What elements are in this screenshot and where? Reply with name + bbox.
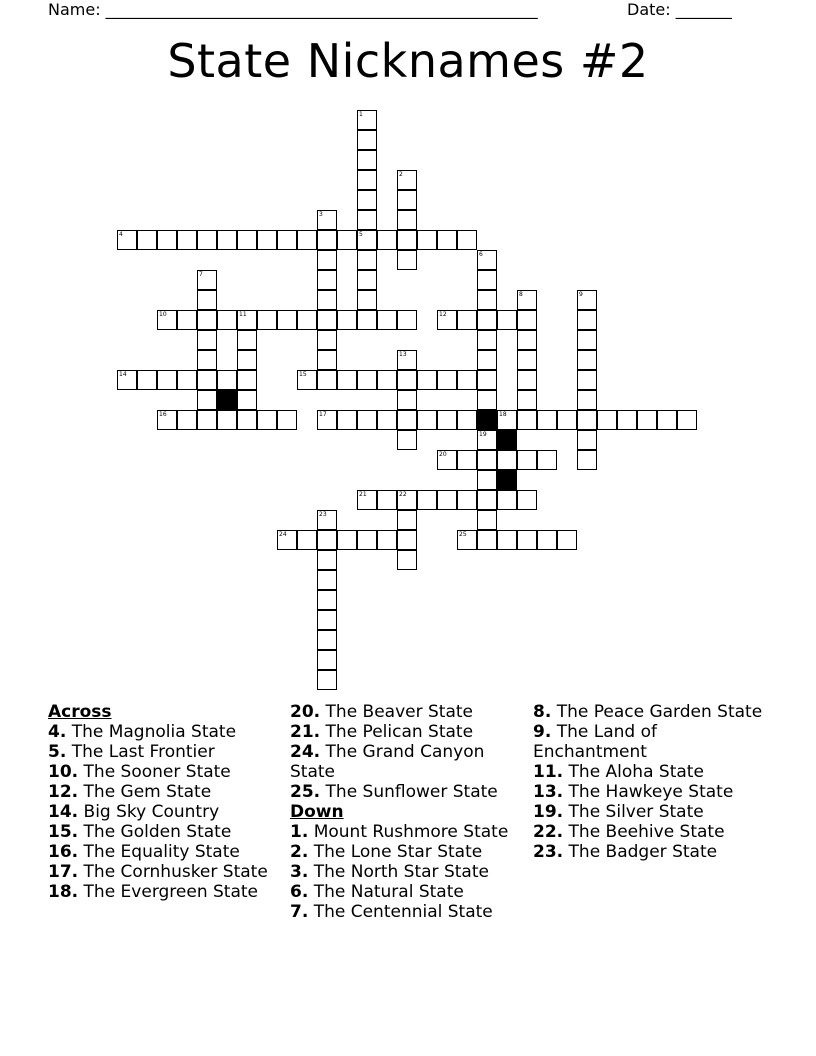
grid-cell[interactable] bbox=[277, 310, 297, 330]
clue-number: 13 bbox=[399, 351, 407, 358]
grid-cell[interactable] bbox=[397, 370, 417, 390]
grid-cell[interactable] bbox=[377, 370, 397, 390]
grid-cell[interactable] bbox=[457, 490, 477, 510]
grid-cell[interactable] bbox=[457, 450, 477, 470]
clue-number: 9 bbox=[579, 291, 583, 298]
clue-down-23: 23. The Badger State bbox=[533, 842, 718, 862]
grid-cell[interactable] bbox=[477, 350, 497, 370]
clue-number: 23 bbox=[319, 511, 327, 518]
across-heading: Across bbox=[48, 702, 112, 722]
grid-cell[interactable] bbox=[357, 190, 377, 210]
grid-cell[interactable] bbox=[437, 490, 457, 510]
clue-number: 22 bbox=[399, 491, 407, 498]
grid-cell[interactable] bbox=[257, 230, 277, 250]
clue-number: 2 bbox=[399, 171, 403, 178]
grid-cell[interactable] bbox=[337, 310, 357, 330]
grid-cell[interactable] bbox=[597, 410, 617, 430]
clue-number: 16 bbox=[159, 411, 167, 418]
grid-cell[interactable] bbox=[357, 270, 377, 290]
grid-cell[interactable] bbox=[577, 390, 597, 410]
grid-cell[interactable] bbox=[477, 390, 497, 410]
grid-cell[interactable] bbox=[237, 310, 257, 330]
grid-cell[interactable] bbox=[397, 390, 417, 410]
clue-across-25: 25. The Sunflower State bbox=[290, 782, 498, 802]
grid-cell[interactable] bbox=[577, 430, 597, 450]
grid-cell[interactable] bbox=[197, 390, 217, 410]
black-cell bbox=[477, 410, 497, 430]
grid-cell[interactable] bbox=[477, 270, 497, 290]
black-cell bbox=[497, 430, 517, 450]
clue-down-9: 9. The Land of Enchantment bbox=[533, 722, 657, 762]
grid-cell[interactable] bbox=[397, 190, 417, 210]
grid-cell[interactable] bbox=[477, 370, 497, 390]
grid-cell[interactable] bbox=[457, 310, 477, 330]
grid-cell[interactable] bbox=[177, 310, 197, 330]
grid-cell[interactable] bbox=[577, 410, 597, 430]
grid-cell[interactable] bbox=[397, 410, 417, 430]
grid-cell[interactable] bbox=[217, 310, 237, 330]
down-heading: Down bbox=[290, 802, 344, 822]
grid-cell[interactable] bbox=[297, 530, 317, 550]
grid-cell[interactable] bbox=[357, 290, 377, 310]
clue-number: 12 bbox=[439, 311, 447, 318]
grid-cell[interactable] bbox=[237, 410, 257, 430]
clue-number: 20 bbox=[439, 451, 447, 458]
clues-column-2 bbox=[290, 702, 522, 922]
grid-cell[interactable] bbox=[317, 290, 337, 310]
grid-cell[interactable] bbox=[317, 410, 337, 430]
grid-cell[interactable] bbox=[437, 370, 457, 390]
grid-cell[interactable] bbox=[517, 330, 537, 350]
grid-cell[interactable] bbox=[477, 510, 497, 530]
grid-cell[interactable] bbox=[617, 410, 637, 430]
clue-number: 7 bbox=[199, 271, 203, 278]
grid-cell[interactable] bbox=[477, 530, 497, 550]
clue-number: 8 bbox=[519, 291, 523, 298]
grid-cell[interactable] bbox=[197, 370, 217, 390]
clue-number: 11 bbox=[239, 311, 247, 318]
grid-cell[interactable] bbox=[217, 230, 237, 250]
grid-cell[interactable] bbox=[537, 450, 557, 470]
grid-cell[interactable] bbox=[317, 670, 337, 690]
grid-cell[interactable] bbox=[437, 410, 457, 430]
black-cell bbox=[497, 470, 517, 490]
grid-cell[interactable] bbox=[537, 410, 557, 430]
grid-cell[interactable] bbox=[497, 410, 517, 430]
grid-cell[interactable] bbox=[237, 330, 257, 350]
page-title: State Nicknames #2 bbox=[167, 34, 649, 88]
grid-cell[interactable] bbox=[477, 310, 497, 330]
grid-cell[interactable] bbox=[397, 310, 417, 330]
grid-cell[interactable] bbox=[317, 310, 337, 330]
grid-cell[interactable] bbox=[317, 330, 337, 350]
grid-cell[interactable] bbox=[497, 530, 517, 550]
grid-cell[interactable] bbox=[377, 530, 397, 550]
grid-cell[interactable] bbox=[217, 410, 237, 430]
grid-cell[interactable] bbox=[397, 170, 417, 190]
black-cell bbox=[217, 390, 237, 410]
grid-cell[interactable] bbox=[157, 310, 177, 330]
clue-across-16: 16. The Equality State bbox=[48, 842, 240, 862]
grid-cell[interactable] bbox=[317, 590, 337, 610]
clue-number: 1 bbox=[359, 111, 363, 118]
grid-cell[interactable] bbox=[357, 490, 377, 510]
clue-number: 3 bbox=[319, 211, 323, 218]
grid-cell[interactable] bbox=[517, 290, 537, 310]
grid-cell[interactable] bbox=[317, 210, 337, 230]
grid-cell[interactable] bbox=[277, 530, 297, 550]
grid-cell[interactable] bbox=[517, 390, 537, 410]
grid-cell[interactable] bbox=[677, 410, 697, 430]
grid-cell[interactable] bbox=[357, 170, 377, 190]
clue-down-3: 3. The North Star State bbox=[290, 862, 489, 882]
grid-cell[interactable] bbox=[157, 370, 177, 390]
clue-number: 10 bbox=[159, 311, 167, 318]
grid-cell[interactable] bbox=[237, 370, 257, 390]
grid-cell[interactable] bbox=[397, 490, 417, 510]
grid-cell[interactable] bbox=[417, 490, 437, 510]
grid-cell[interactable] bbox=[357, 310, 377, 330]
grid-cell[interactable] bbox=[577, 450, 597, 470]
clue-across-20: 20. The Beaver State bbox=[290, 702, 474, 722]
clue-across-18: 18. The Evergreen State bbox=[48, 882, 259, 902]
grid-cell[interactable] bbox=[217, 370, 237, 390]
grid-cell[interactable] bbox=[517, 530, 537, 550]
grid-cell[interactable] bbox=[517, 350, 537, 370]
name-field: Name: ______________________________________________________ bbox=[48, 0, 538, 19]
clue-down-1: 1. Mount Rushmore State bbox=[290, 822, 509, 842]
grid-cell[interactable] bbox=[317, 570, 337, 590]
grid-cell[interactable] bbox=[517, 450, 537, 470]
grid-cell[interactable] bbox=[337, 230, 357, 250]
grid-cell[interactable] bbox=[317, 650, 337, 670]
grid-cell[interactable] bbox=[317, 250, 337, 270]
clue-number: 25 bbox=[459, 531, 467, 538]
grid-cell[interactable] bbox=[317, 270, 337, 290]
grid-cell[interactable] bbox=[317, 370, 337, 390]
clue-across-14: 14. Big Sky Country bbox=[48, 802, 220, 822]
grid-cell[interactable] bbox=[317, 230, 337, 250]
clue-number: 19 bbox=[479, 431, 487, 438]
grid-cell[interactable] bbox=[157, 410, 177, 430]
grid-cell[interactable] bbox=[277, 410, 297, 430]
grid-cell[interactable] bbox=[477, 470, 497, 490]
grid-cell[interactable] bbox=[337, 370, 357, 390]
clue-across-5: 5. The Last Frontier bbox=[48, 742, 215, 762]
grid-cell[interactable] bbox=[397, 550, 417, 570]
clue-down-8: 8. The Peace Garden State bbox=[533, 702, 763, 722]
grid-cell[interactable] bbox=[357, 130, 377, 150]
grid-cell[interactable] bbox=[457, 370, 477, 390]
grid-cell[interactable] bbox=[297, 230, 317, 250]
grid-cell[interactable] bbox=[337, 530, 357, 550]
grid-cell[interactable] bbox=[177, 370, 197, 390]
grid-cell[interactable] bbox=[557, 410, 577, 430]
grid-cell[interactable] bbox=[397, 210, 417, 230]
grid-cell[interactable] bbox=[197, 270, 217, 290]
grid-cell[interactable] bbox=[477, 450, 497, 470]
grid-cell[interactable] bbox=[237, 350, 257, 370]
clue-across-15: 15. The Golden State bbox=[48, 822, 232, 842]
grid-cell[interactable] bbox=[317, 630, 337, 650]
grid-cell[interactable] bbox=[417, 230, 437, 250]
grid-cell[interactable] bbox=[517, 490, 537, 510]
grid-cell[interactable] bbox=[397, 530, 417, 550]
grid-cell[interactable] bbox=[457, 410, 477, 430]
clue-down-11: 11. The Aloha State bbox=[533, 762, 704, 782]
grid-cell[interactable] bbox=[477, 290, 497, 310]
grid-cell[interactable] bbox=[237, 230, 257, 250]
date-field: Date: _______ bbox=[627, 0, 732, 19]
clue-down-6: 6. The Natural State bbox=[290, 882, 464, 902]
grid-cell[interactable] bbox=[377, 410, 397, 430]
clue-number: 14 bbox=[119, 371, 127, 378]
grid-cell[interactable] bbox=[317, 530, 337, 550]
grid-cell[interactable] bbox=[637, 410, 657, 430]
clue-number: 6 bbox=[479, 251, 483, 258]
clue-down-2: 2. The Lone Star State bbox=[290, 842, 483, 862]
grid-cell[interactable] bbox=[517, 410, 537, 430]
grid-cell[interactable] bbox=[417, 410, 437, 430]
grid-cell[interactable] bbox=[437, 310, 457, 330]
grid-cell[interactable] bbox=[457, 530, 477, 550]
grid-cell[interactable] bbox=[477, 330, 497, 350]
clue-down-13: 13. The Hawkeye State bbox=[533, 782, 734, 802]
grid-cell[interactable] bbox=[117, 370, 137, 390]
grid-cell[interactable] bbox=[117, 230, 137, 250]
grid-cell[interactable] bbox=[157, 230, 177, 250]
grid-cell[interactable] bbox=[577, 290, 597, 310]
grid-cell[interactable] bbox=[137, 370, 157, 390]
clue-across-12: 12. The Gem State bbox=[48, 782, 212, 802]
grid-cell[interactable] bbox=[137, 230, 157, 250]
grid-cell[interactable] bbox=[257, 410, 277, 430]
grid-cell[interactable] bbox=[497, 490, 517, 510]
grid-cell[interactable] bbox=[397, 510, 417, 530]
grid-cell[interactable] bbox=[577, 350, 597, 370]
grid-cell[interactable] bbox=[577, 370, 597, 390]
grid-cell[interactable] bbox=[377, 230, 397, 250]
grid-cell[interactable] bbox=[357, 250, 377, 270]
grid-cell[interactable] bbox=[377, 490, 397, 510]
grid-cell[interactable] bbox=[477, 430, 497, 450]
grid-cell[interactable] bbox=[197, 290, 217, 310]
clue-down-7: 7. The Centennial State bbox=[290, 902, 493, 922]
grid-cell[interactable] bbox=[197, 350, 217, 370]
grid-cell[interactable] bbox=[317, 550, 337, 570]
grid-cell[interactable] bbox=[237, 390, 257, 410]
grid-cell[interactable] bbox=[277, 230, 297, 250]
grid-cell[interactable] bbox=[577, 310, 597, 330]
grid-cell[interactable] bbox=[477, 250, 497, 270]
clue-number: 24 bbox=[279, 531, 287, 538]
clue-across-4: 4. The Magnolia State bbox=[48, 722, 237, 742]
grid-cell[interactable] bbox=[317, 350, 337, 370]
grid-cell[interactable] bbox=[397, 350, 417, 370]
clues-column-1 bbox=[48, 702, 278, 902]
grid-cell[interactable] bbox=[357, 210, 377, 230]
grid-cell[interactable] bbox=[177, 410, 197, 430]
grid-cell[interactable] bbox=[397, 250, 417, 270]
grid-cell[interactable] bbox=[477, 490, 497, 510]
grid-cell[interactable] bbox=[317, 510, 337, 530]
grid-cell[interactable] bbox=[557, 530, 577, 550]
grid-cell[interactable] bbox=[377, 310, 397, 330]
clue-number: 21 bbox=[359, 491, 367, 498]
clue-number: 4 bbox=[119, 231, 123, 238]
clue-across-17: 17. The Cornhusker State bbox=[48, 862, 268, 882]
clue-down-22: 22. The Beehive State bbox=[533, 822, 725, 842]
grid-cell[interactable] bbox=[357, 530, 377, 550]
clue-across-21: 21. The Pelican State bbox=[290, 722, 474, 742]
grid-cell[interactable] bbox=[397, 430, 417, 450]
grid-cell[interactable] bbox=[297, 370, 317, 390]
grid-cell[interactable] bbox=[197, 330, 217, 350]
grid-cell[interactable] bbox=[537, 530, 557, 550]
grid-cell[interactable] bbox=[197, 230, 217, 250]
grid-cell[interactable] bbox=[437, 450, 457, 470]
grid-cell[interactable] bbox=[257, 310, 277, 330]
grid-cell[interactable] bbox=[357, 230, 377, 250]
grid-cell[interactable] bbox=[197, 310, 217, 330]
clue-across-24: 24. The Grand Canyon State bbox=[290, 742, 485, 782]
grid-cell[interactable] bbox=[197, 410, 217, 430]
grid-cell[interactable] bbox=[397, 230, 417, 250]
grid-cell[interactable] bbox=[497, 450, 517, 470]
grid-cell[interactable] bbox=[657, 410, 677, 430]
grid-cell[interactable] bbox=[517, 370, 537, 390]
grid-cell[interactable] bbox=[337, 410, 357, 430]
grid-cell[interactable] bbox=[357, 370, 377, 390]
grid-cell[interactable] bbox=[457, 230, 477, 250]
grid-cell[interactable] bbox=[417, 370, 437, 390]
grid-cell[interactable] bbox=[577, 330, 597, 350]
clue-down-19: 19. The Silver State bbox=[533, 802, 704, 822]
grid-cell[interactable] bbox=[317, 610, 337, 630]
clue-number: 18 bbox=[499, 411, 507, 418]
clue-number: 5 bbox=[359, 231, 363, 238]
grid-cell[interactable] bbox=[497, 310, 517, 330]
clue-number: 15 bbox=[299, 371, 307, 378]
clue-number: 17 bbox=[319, 411, 327, 418]
grid-cell[interactable] bbox=[357, 150, 377, 170]
grid-cell[interactable] bbox=[437, 230, 457, 250]
grid-cell[interactable] bbox=[517, 310, 537, 330]
clue-across-10: 10. The Sooner State bbox=[48, 762, 231, 782]
grid-cell[interactable] bbox=[357, 110, 377, 130]
grid-cell[interactable] bbox=[177, 230, 197, 250]
grid-cell[interactable] bbox=[297, 310, 317, 330]
clues-column-3 bbox=[533, 702, 773, 862]
grid-cell[interactable] bbox=[357, 410, 377, 430]
